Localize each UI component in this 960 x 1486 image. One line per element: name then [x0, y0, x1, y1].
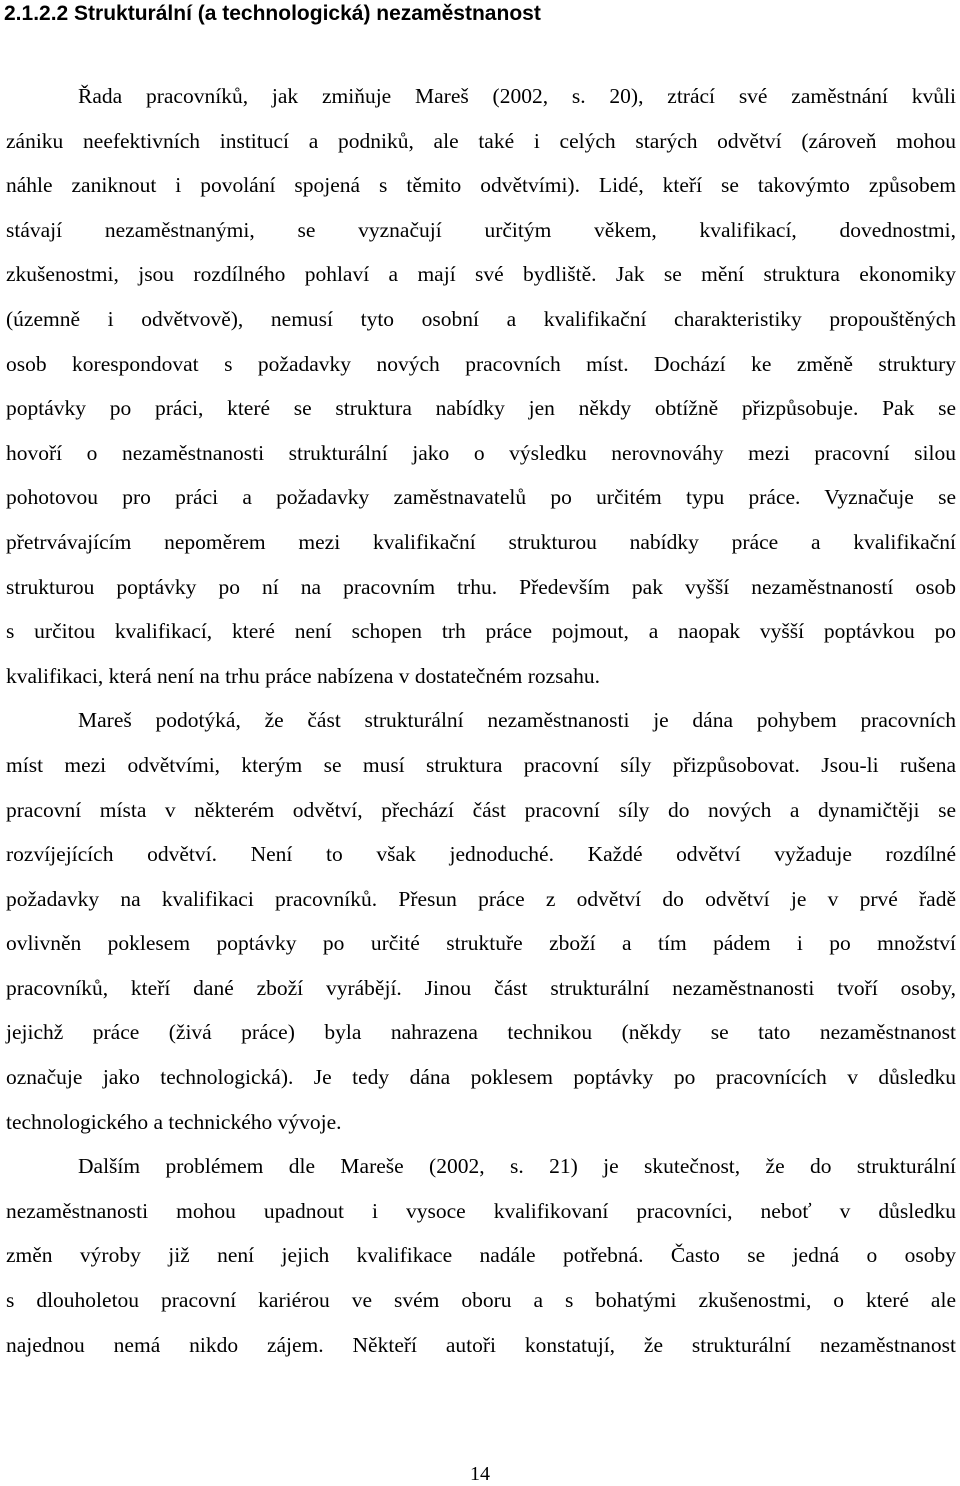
- paragraph-2: [6, 706, 956, 1152]
- section-heading: 2.1.2.2 Strukturální (a technologická) nezaměstnanost: [4, 2, 541, 25]
- text-line: Řada pracovníků, jak zmiňuje Mareš (2002, s. 20), ztrácí své zaměstnání kvůli: [78, 84, 956, 108]
- text-line: zkušenostmi, jsou rozdílného pohlaví a mají své bydliště. Jak se mění struktura ekonomiky: [6, 262, 956, 287]
- text-line: stávají nezaměstnanými, se vyznačují určitým věkem, kvalifikací, dovednostmi,: [6, 217, 956, 242]
- text-line: jejichž práce (živá práce) byla nahrazena technikou (někdy se tato nezaměstnanost: [6, 1020, 956, 1045]
- text-line: míst mezi odvětvími, kterým se musí struktura pracovní síly přizpůsobovat. Jsou-li rušena: [6, 752, 956, 777]
- paragraph-1: [6, 82, 956, 706]
- text-line: (územně i odvětvově), nemusí tyto osobní a kvalifikační charakteristiky propouštěných: [6, 306, 956, 331]
- paragraph-3: [6, 1152, 956, 1375]
- text-line: kvalifikaci, která není na trhu práce nabízena v dostatečném rozsahu.: [6, 663, 600, 688]
- text-line: technologického a technického vývoje.: [6, 1109, 342, 1134]
- text-line: strukturou poptávky po ní na pracovním trhu. Především pak vyšší nezaměstnaností osob: [6, 574, 956, 599]
- text-line: zániku neefektivních institucí a podniků, ale také i celých starých odvětví (zároveň mohou: [6, 128, 956, 153]
- page-number: 14: [470, 1463, 490, 1485]
- text-line: poptávky po práci, které se struktura nabídky jen někdy obtížně přizpůsobuje. Pak se: [6, 396, 956, 421]
- text-line: ovlivněn poklesem poptávky po určité struktuře zboží a tím pádem i po množství: [6, 931, 956, 956]
- text-line: pracovníků, kteří dané zboží vyrábějí. Jinou část strukturální nezaměstnanosti tvoří osoby,: [6, 975, 956, 1000]
- text-line: náhle zaniknout i povolání spojená s těmito odvětvími). Lidé, kteří se takovýmto způsobem: [6, 173, 956, 198]
- text-line: Mareš podotýká, že část strukturální nezaměstnanosti je dána pohybem pracovních: [78, 708, 956, 733]
- text-line: přetrvávajícím nepoměrem mezi kvalifikační strukturou nabídky práce a kvalifikační: [6, 529, 956, 554]
- text-line: pohotovou pro práci a požadavky zaměstnavatelů po určitém typu práce. Vyznačuje se: [6, 485, 956, 510]
- text-line: nezaměstnanosti mohou upadnout i vysoce kvalifikovaní pracovníci, neboť v důsledku: [6, 1198, 956, 1223]
- text-line: rozvíjejících odvětví. Není to však jednoduché. Každé odvětví vyžaduje rozdílné: [6, 842, 956, 867]
- text-line: označuje jako technologická). Je tedy dána poklesem poptávky po pracovnících v důsledku: [6, 1065, 956, 1090]
- text-line: požadavky na kvalifikaci pracovníků. Přesun práce z odvětví do odvětví je v prvé řadě: [6, 886, 956, 911]
- text-line: osob korespondovat s požadavky nových pracovních míst. Dochází ke změně struktury: [6, 351, 956, 376]
- body-text: [6, 82, 956, 1375]
- text-line: změn výroby již není jejich kvalifikace nadále potřebná. Často se jedná o osoby: [6, 1243, 956, 1268]
- text-line: s dlouholetou pracovní kariérou ve svém oboru a s bohatými zkušenostmi, o které ale: [6, 1288, 956, 1313]
- text-line: s určitou kvalifikací, které není schopen trh práce pojmout, a naopak vyšší poptávkou po: [6, 619, 956, 644]
- text-line: Dalším problémem dle Mareše (2002, s. 21) je skutečnost, že do strukturální: [78, 1154, 956, 1179]
- text-line: hovoří o nezaměstnanosti strukturální jako o výsledku nerovnováhy mezi pracovní silou: [6, 440, 956, 465]
- text-line: najednou nemá nikdo zájem. Někteří autoři konstatují, že strukturální nezaměstnanost: [6, 1332, 956, 1357]
- text-line: pracovní místa v některém odvětví, přechází část pracovní síly do nových a dynamičtěji se: [6, 797, 956, 822]
